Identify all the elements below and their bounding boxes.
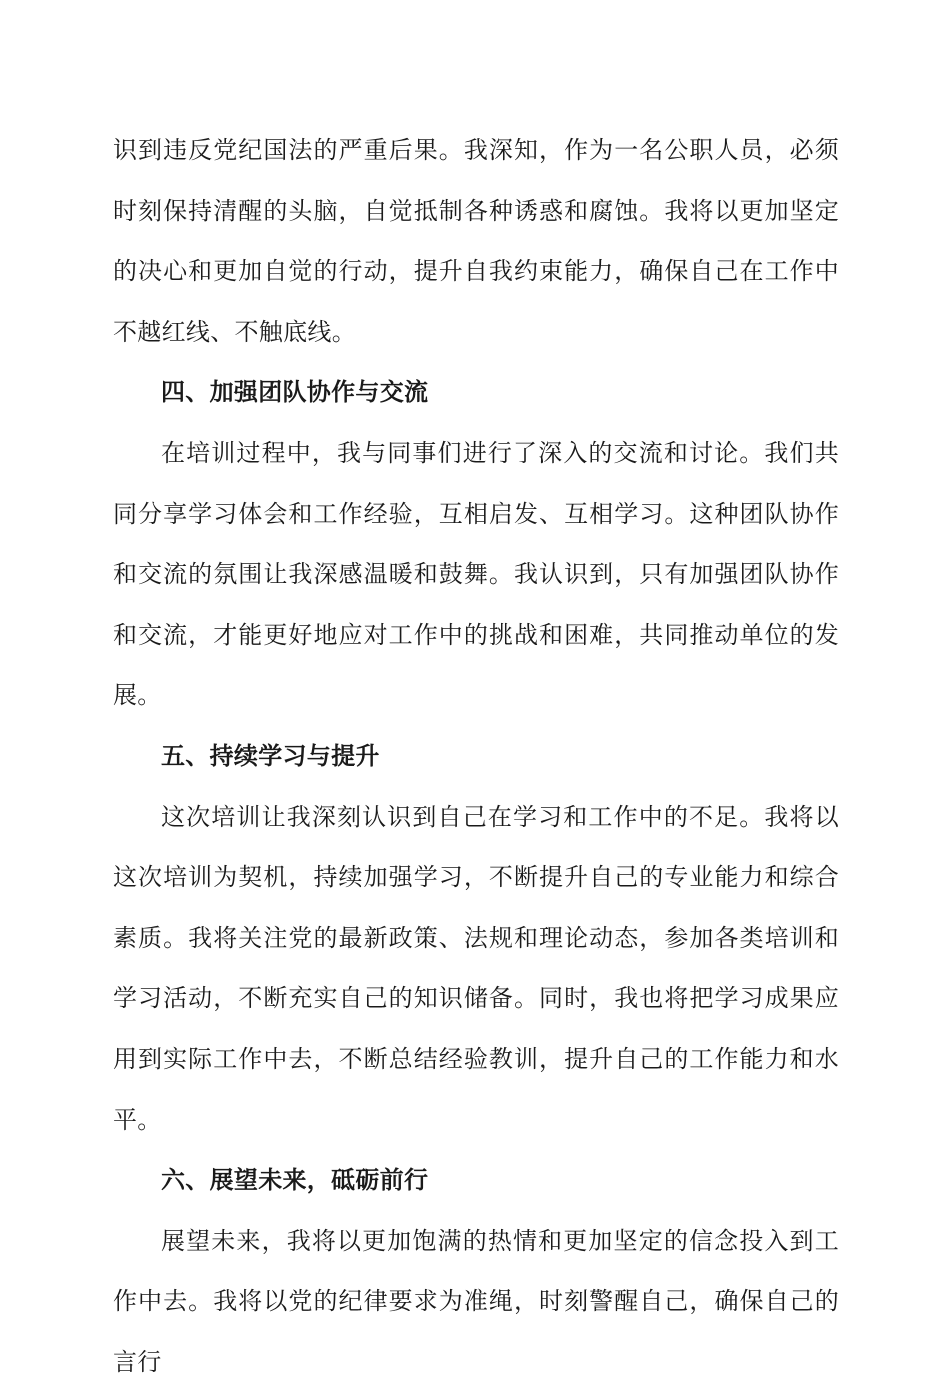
- paragraph-learning: 这次培训让我深刻认识到自己在学习和工作中的不足。我将以这次培训为契机，持续加强学习，不断提升自己的专业能力和综合素质。我将关注党的最新政策、法规和理论动态，参加各类培训和学习活动，不断充实自己的知识储备。同时，我也将把学习成果应用到实际工作中去，不断总结经验教训，提升自己的工作能力和水平。: [113, 802, 839, 1134]
- paragraph-outlook: 展望未来，我将以更加饱满的热情和更加坚定的信念投入到工作中去。我将以党的纪律要求为准绳，时刻警醒自己，确保自己的言行: [113, 1226, 839, 1376]
- document-body: [113, 120, 839, 1392]
- paragraph-continuation: 识到违反党纪国法的严重后果。我深知，作为一名公职人员，必须时刻保持清醒的头脑，自觉抵制各种诱惑和腐蚀。我将以更加坚定的决心和更加自觉的行动，提升自我约束能力，确保自己在工作中不越红线、不触底线。: [113, 136, 839, 346]
- section-heading-5: 五、持续学习与提升: [161, 741, 380, 770]
- paragraph-teamwork: 在培训过程中，我与同事们进行了深入的交流和讨论。我们共同分享学习体会和工作经验，互相启发、互相学习。这种团队协作和交流的氛围让我深感温暖和鼓舞。我认识到，只有加强团队协作和交流，才能更好地应对工作中的挑战和困难，共同推动单位的发展。: [113, 438, 839, 710]
- section-heading-6: 六、展望未来，砥砺前行: [161, 1166, 429, 1195]
- section-heading-4: 四、加强团队协作与交流: [161, 378, 429, 407]
